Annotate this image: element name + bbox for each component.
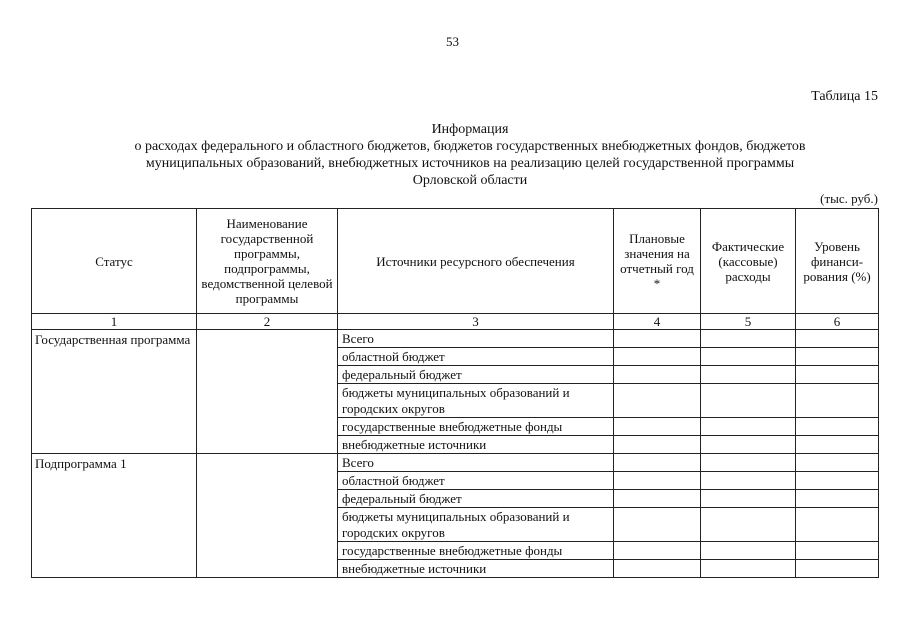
planned-value-cell — [614, 418, 701, 436]
heading-line-2: о расходах федерального и областного бюджетов, бюджетов государственных внебюджетных фондов, бюджетов — [134, 139, 806, 154]
header-status: Статус — [32, 209, 197, 314]
table-label: Таблица 15 — [811, 89, 878, 104]
actual-value-cell — [701, 454, 796, 472]
header-funding-level: Уровень финанси-рования (%) — [796, 209, 879, 314]
expenses-table — [31, 208, 879, 578]
planned-value-cell — [614, 508, 701, 542]
header-planned-values: Плановые значения на отчетный год * — [614, 209, 701, 314]
actual-value-cell — [701, 436, 796, 454]
page-number: 53 — [446, 34, 459, 49]
column-number: 1 — [32, 314, 197, 330]
actual-value-cell — [701, 472, 796, 490]
column-number: 4 — [614, 314, 701, 330]
actual-value-cell — [701, 508, 796, 542]
actual-value-cell — [701, 560, 796, 578]
heading-line-1: Информация — [431, 122, 509, 137]
column-number: 2 — [197, 314, 338, 330]
program-name-cell — [197, 330, 338, 454]
heading-line-4: Орловской области — [412, 173, 528, 188]
table-row — [32, 454, 879, 472]
funding-level-cell — [796, 348, 879, 366]
actual-value-cell — [701, 542, 796, 560]
planned-value-cell — [614, 560, 701, 578]
funding-level-cell — [796, 490, 879, 508]
funding-level-cell — [796, 418, 879, 436]
source-cell: государственные внебюджетные фонды — [338, 418, 614, 436]
planned-value-cell — [614, 366, 701, 384]
status-cell: Подпрограмма 1 — [32, 454, 197, 578]
column-number: 5 — [701, 314, 796, 330]
source-cell: бюджеты муниципальных образований и городских округов — [338, 384, 614, 418]
column-number: 6 — [796, 314, 879, 330]
actual-value-cell — [701, 490, 796, 508]
header-actual-expenses: Фактические (кассовые) расходы — [701, 209, 796, 314]
actual-value-cell — [701, 418, 796, 436]
header-row — [32, 209, 879, 314]
funding-level-cell — [796, 472, 879, 490]
funding-level-cell — [796, 330, 879, 348]
column-number-row — [32, 314, 879, 330]
planned-value-cell — [614, 472, 701, 490]
source-cell: областной бюджет — [338, 472, 614, 490]
actual-value-cell — [701, 330, 796, 348]
planned-value-cell — [614, 330, 701, 348]
column-number: 3 — [338, 314, 614, 330]
actual-value-cell — [701, 384, 796, 418]
table-row — [32, 330, 879, 348]
source-cell: федеральный бюджет — [338, 490, 614, 508]
planned-value-cell — [614, 348, 701, 366]
planned-value-cell — [614, 542, 701, 560]
source-cell: областной бюджет — [338, 348, 614, 366]
funding-level-cell — [796, 508, 879, 542]
funding-level-cell — [796, 436, 879, 454]
header-program-name: Наименование государственной программы, подпрограммы, ведомственной целевой программы — [197, 209, 338, 314]
program-name-cell — [197, 454, 338, 578]
source-cell: бюджеты муниципальных образований и городских округов — [338, 508, 614, 542]
units-label: (тыс. руб.) — [820, 191, 878, 206]
source-cell: федеральный бюджет — [338, 366, 614, 384]
planned-value-cell — [614, 490, 701, 508]
funding-level-cell — [796, 542, 879, 560]
funding-level-cell — [796, 454, 879, 472]
source-cell: внебюджетные источники — [338, 560, 614, 578]
source-cell: Всего — [338, 330, 614, 348]
planned-value-cell — [614, 454, 701, 472]
funding-level-cell — [796, 560, 879, 578]
table-heading — [60, 121, 880, 189]
funding-level-cell — [796, 384, 879, 418]
header-funding-sources: Источники ресурсного обеспечения — [338, 209, 614, 314]
actual-value-cell — [701, 366, 796, 384]
planned-value-cell — [614, 436, 701, 454]
heading-line-3: муниципальных образований, внебюджетных источников на реализацию целей государственной программы — [145, 156, 795, 171]
source-cell: внебюджетные источники — [338, 436, 614, 454]
source-cell: государственные внебюджетные фонды — [338, 542, 614, 560]
status-cell: Государственная программа — [32, 330, 197, 454]
actual-value-cell — [701, 348, 796, 366]
planned-value-cell — [614, 384, 701, 418]
source-cell: Всего — [338, 454, 614, 472]
funding-level-cell — [796, 366, 879, 384]
